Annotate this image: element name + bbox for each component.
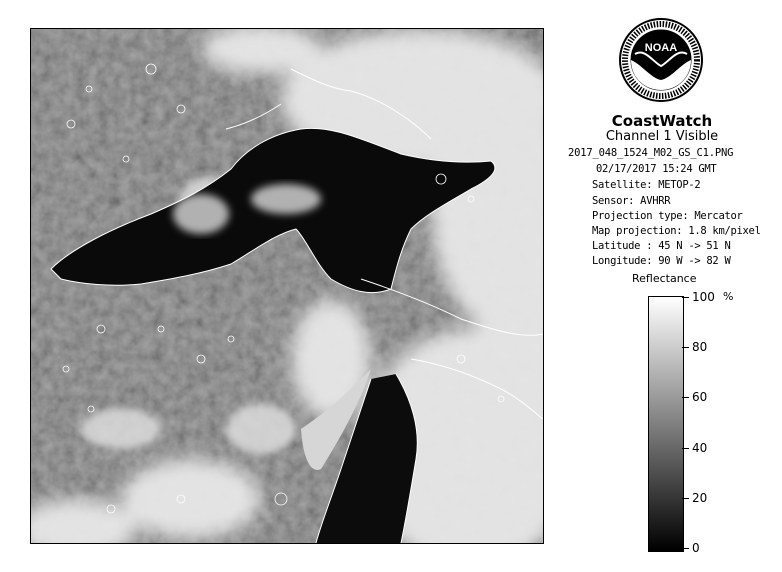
- colorbar-tick-label: 40: [692, 440, 708, 455]
- longitude-label: Longitude: 90 W -> 82 W: [592, 255, 731, 267]
- colorbar-tick-mark: [682, 498, 689, 499]
- colorbar-tick-mark: [682, 448, 689, 449]
- map-projection-label: Map projection: 1.8 km/pixel: [592, 225, 761, 237]
- satellite-image-graphic: [31, 29, 543, 543]
- image-filename: 2017_048_1524_M02_GS_C1.PNG: [568, 147, 734, 159]
- projection-type-label: Projection type: Mercator: [592, 210, 743, 222]
- colorbar-tick-label: 100: [692, 290, 715, 304]
- satellite-image: [30, 28, 544, 544]
- latitude-label: Latitude : 45 N -> 51 N: [592, 240, 731, 252]
- page-title: CoastWatch: [611, 112, 713, 130]
- logo-text: NOAA: [644, 42, 678, 54]
- channel-subtitle: Channel 1 Visible: [605, 129, 719, 144]
- colorbar-tick-label: 60: [692, 390, 708, 405]
- datetime-label: 02/17/2017 15:24 GMT: [596, 163, 717, 175]
- colorbar-tick-label: 0: [692, 541, 700, 555]
- colorbar-title: Reflectance: [632, 272, 697, 285]
- noaa-logo: [619, 18, 703, 102]
- satellite-label: Satellite: METOP-2: [592, 179, 701, 191]
- noaa-seal-icon: [619, 18, 703, 102]
- colorbar-tick-label: 80: [692, 340, 708, 355]
- reflectance-colorbar: [648, 296, 684, 552]
- colorbar-tick-label: 20: [692, 490, 708, 505]
- colorbar-tick-mark: [682, 297, 689, 298]
- colorbar-tick-mark: [682, 397, 689, 398]
- sensor-label: Sensor: AVHRR: [592, 195, 671, 207]
- colorbar-unit: %: [723, 290, 734, 303]
- colorbar-tick-mark: [682, 548, 689, 549]
- colorbar-tick-mark: [682, 347, 689, 348]
